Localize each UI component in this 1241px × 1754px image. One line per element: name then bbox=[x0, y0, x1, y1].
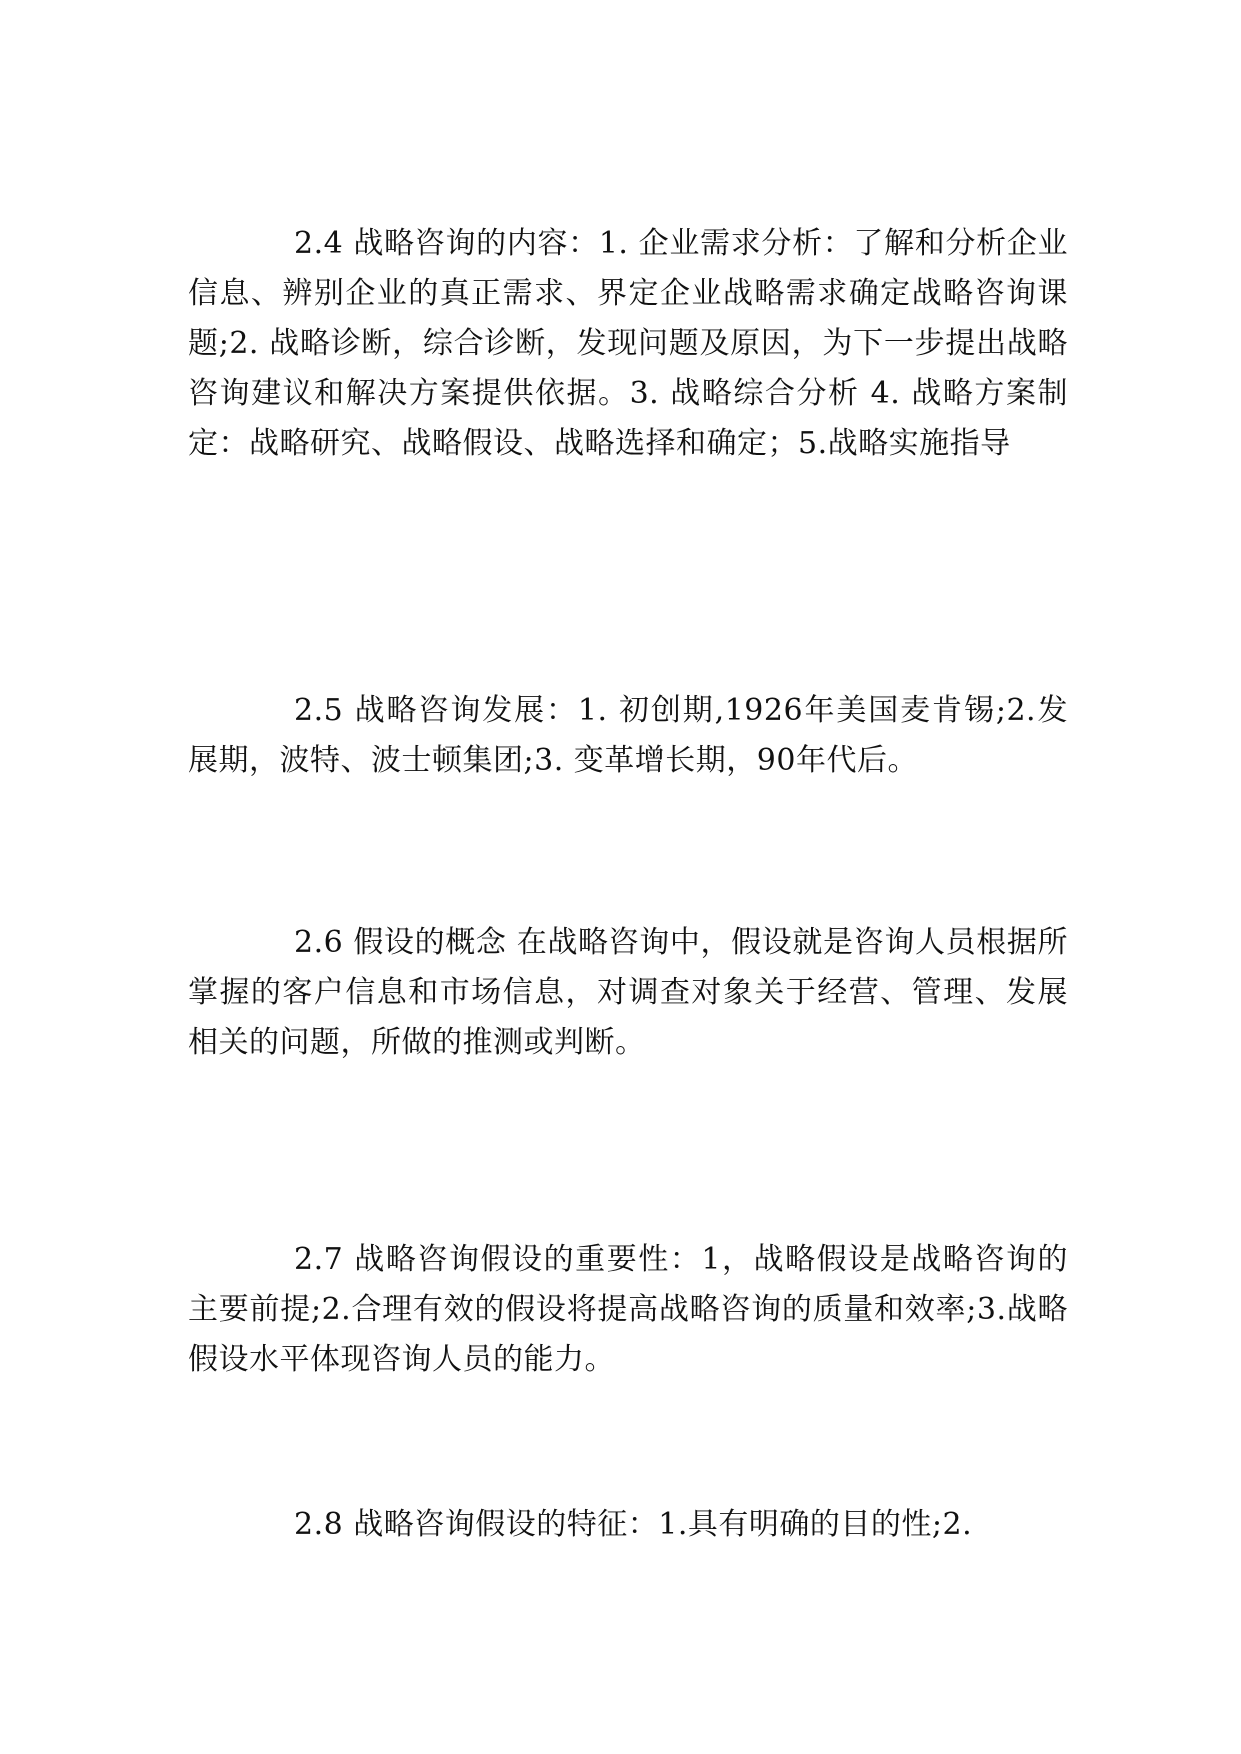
paragraph-2-5-strategy-consulting-development: 2.5 战略咨询发展：1. 初创期,1926年美国麦肯锡;2.发展期，波特、波士顿集团;3. 变革增长期，90年代后。 bbox=[188, 693, 1068, 778]
paragraph-2-8-hypothesis-features: 2.8 战略咨询假设的特征：1.具有明确的目的性;2. bbox=[294, 1507, 973, 1542]
paragraph-2-7-hypothesis-importance: 2.7 战略咨询假设的重要性：1，战略假设是战略咨询的主要前提;2.合理有效的假设将提高战略咨询的质量和效率;3.战略假设水平体现咨询人员的能力。 bbox=[188, 1242, 1068, 1377]
paragraph-2-6-hypothesis-concept: 2.6 假设的概念 在战略咨询中，假设就是咨询人员根据所掌握的客户信息和市场信息，对调查对象关于经营、管理、发展相关的问题，所做的推测或判断。 bbox=[188, 925, 1068, 1060]
paragraph-2-4-strategy-consulting-content: 2.4 战略咨询的内容：1. 企业需求分析：了解和分析企业信息、辨别企业的真正需求、界定企业战略需求确定战略咨询课题;2. 战略诊断，综合诊断，发现问题及原因，为下一步提出战略咨询建议和解决方案提供依据。3. 战略综合分析 4. 战略方案制定：战略研究、战略假设、战略选择和确定；5.战略实施指导 bbox=[188, 226, 1068, 461]
